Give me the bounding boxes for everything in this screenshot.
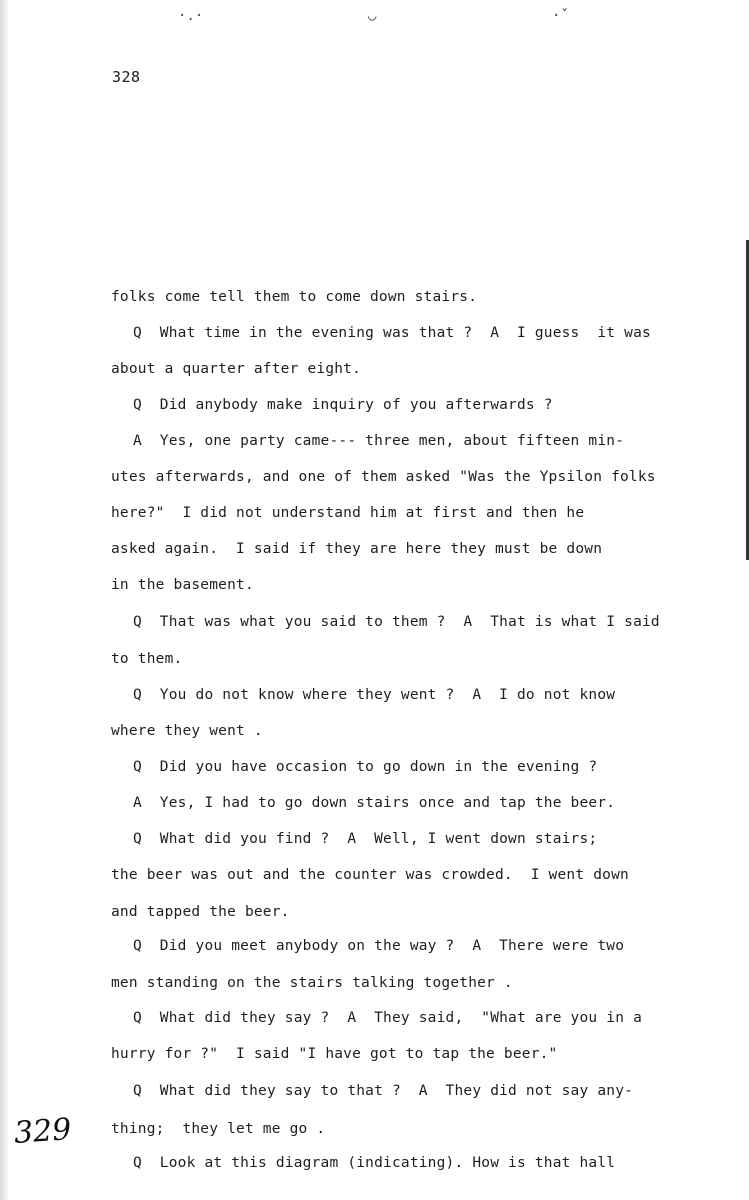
transcript-line: asked again. I said if they are here they must be down [111,541,603,557]
scan-speck: ·.· [178,8,204,24]
transcript-line: and tapped the beer. [111,904,290,920]
transcript-line: Q What time in the evening was that ? A I guess it was [133,325,651,341]
scan-speck: ·ˇ [552,8,569,24]
transcript-line: about a quarter after eight. [111,361,362,377]
transcript-line: where they went . [111,723,263,739]
transcript-line: the beer was out and the counter was crowded. I went down [111,867,629,883]
scan-speck: ◡ [368,8,377,24]
transcript-line: Q What did you find ? A Well, I went down stairs; [133,831,598,847]
transcript-line: utes afterwards, and one of them asked "Was the Ypsilon folks [111,469,656,485]
transcript-line: folks come tell them to come down stairs. [111,289,478,305]
transcript-line: men standing on the stairs talking together . [111,975,513,991]
transcript-line: Q Look at this diagram (indicating). How is that hall [133,1155,616,1171]
handwritten-margin-note: 329 [12,1112,73,1151]
transcript-line: thing; they let me go . [111,1121,326,1137]
transcript-line: A Yes, I had to go down stairs once and tap the beer. [133,795,616,811]
transcript-line: to them. [111,651,183,667]
transcript-line: hurry for ?" I said "I have got to tap the beer." [111,1046,558,1062]
transcript-line: Q Did anybody make inquiry of you afterwards ? [133,397,553,413]
page-number: 328 [112,68,141,86]
transcript-line: Q That was what you said to them ? A That is what I said [133,614,660,630]
transcript-line: Q What did they say ? A They said, "What are you in a [133,1010,642,1026]
transcript-line: here?" I did not understand him at first and then he [111,505,585,521]
transcript-line: Q What did they say to that ? A They did not say any- [133,1083,634,1099]
scan-left-edge [0,0,8,1200]
transcript-line: Q Did you meet anybody on the way ? A There were two [133,938,625,954]
transcript-line: in the basement. [111,577,254,593]
transcript-line: Q Did you have occasion to go down in the evening ? [133,759,598,775]
transcript-line: Q You do not know where they went ? A I do not know [133,687,616,703]
transcript-line: A Yes, one party came--- three men, about fifteen min- [133,433,625,449]
